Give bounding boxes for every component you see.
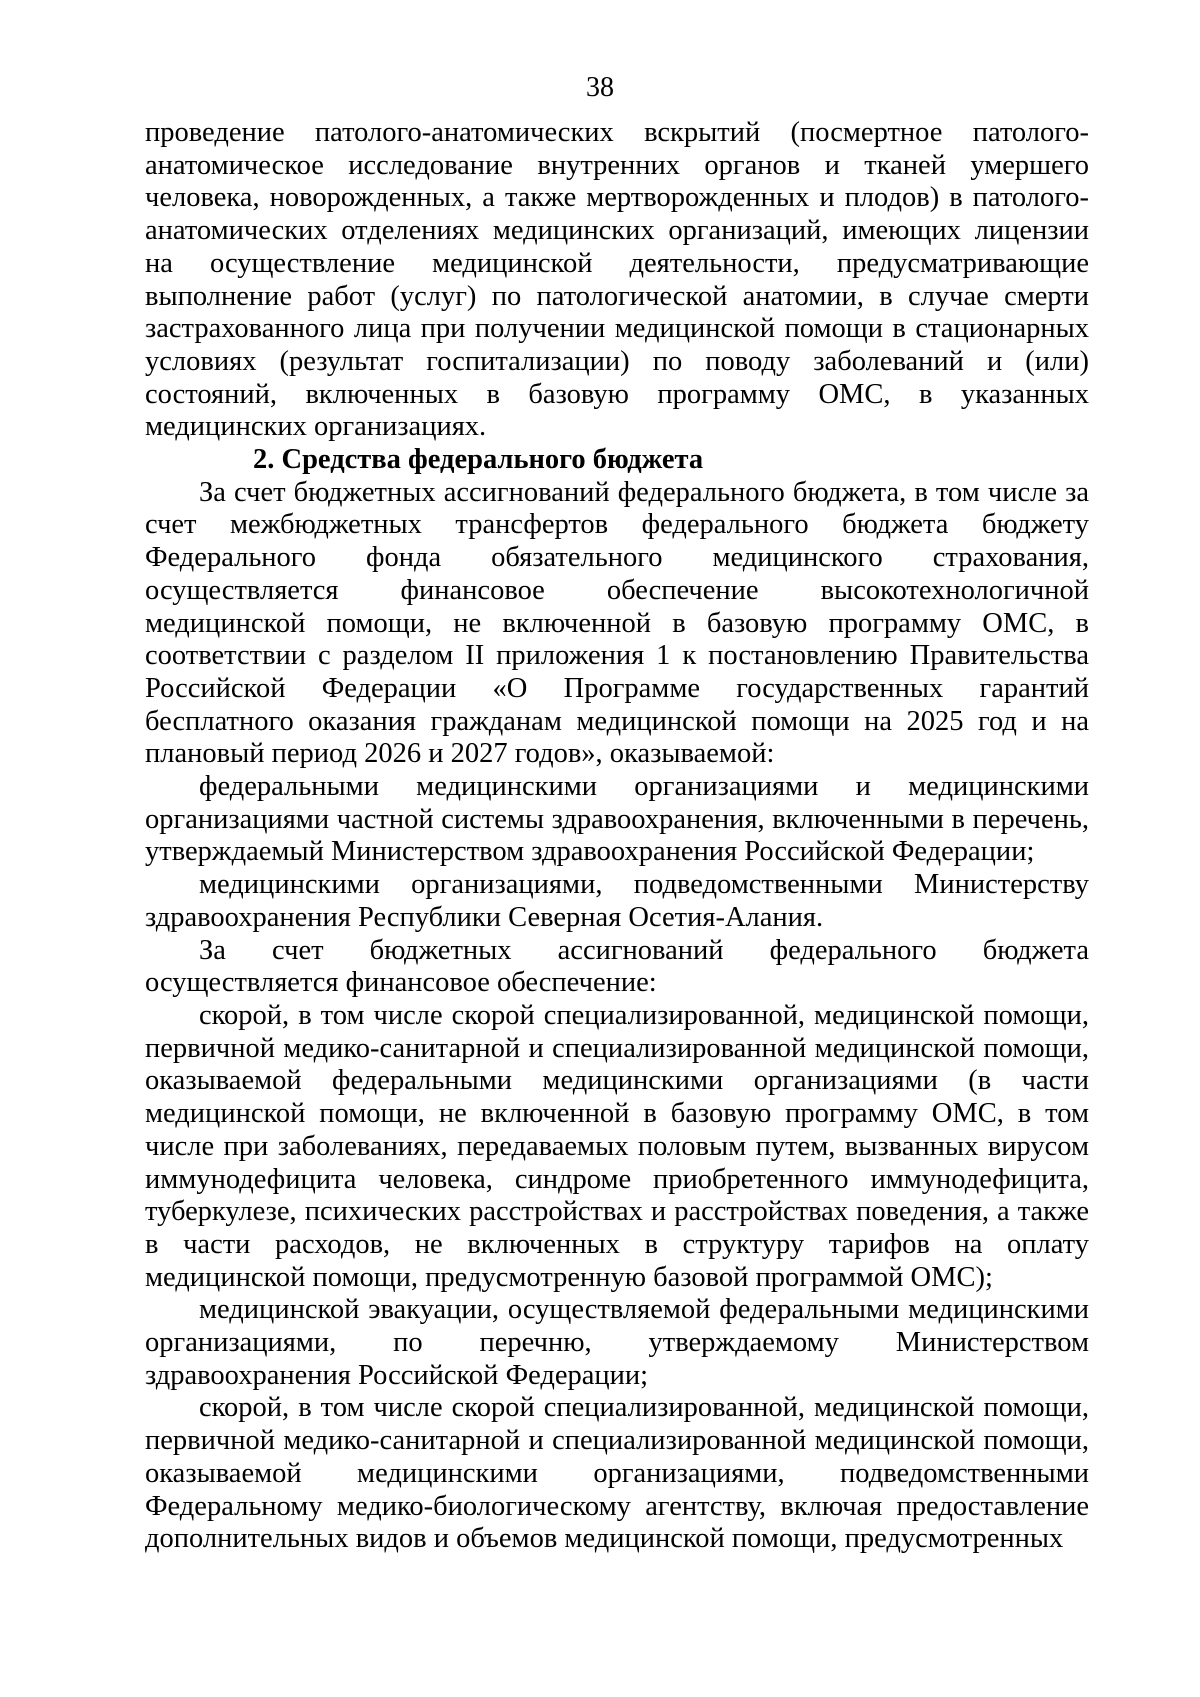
paragraph-emergency-care: скорой, в том числе скорой специализированной, медицинской помощи, первичной медико-санитарной и специализированной медицинской помощи, оказываемой федеральными медицинскими организациями (в части медицинской помощи, не включенной в базовую программу ОМС, в том числе при заболеваниях, передаваемых половым путем, вызванных вирусом иммунодефицита человека, синдроме приобретенного иммунодефицита, туберкулезе, психических расстройствах и расстройствах поведения, а также в части расходов, не включенных в структуру тарифов на оплату медицинской помощи, предусмотренную базовой программой ОМС); (145, 999, 1089, 1293)
paragraph-high-tech-care: За счет бюджетных ассигнований федерального бюджета, в том числе за счет межбюджетных трансфертов федерального бюджета бюджету Федерального фонда обязательного медицинского страхования, осуществляется финансовое обеспечение высокотехнологичной медицинской помощи, не включенной в базовую программу ОМС, в соответствии с разделом II приложения 1 к постановлению Правительства Российской Федерации «О Программе государственных гарантий бесплатного оказания гражданам медицинской помощи на 2025 год и на плановый период 2026 и 2027 годов», оказываемой: (145, 476, 1089, 770)
page-content (145, 117, 1089, 1556)
page-number: 38 (586, 72, 614, 103)
paragraph-autopsy-continuation: проведение патолого-анатомических вскрытий (посмертное патолого-анатомическое исследование внутренних органов и тканей умершего человека, новорожденных, а также мертворожденных и плодов) в патолого-анатомических отделениях медицинских организаций, имеющих лицензии на осуществление медицинской деятельности, предусматривающие выполнение работ (услуг) по патологической анатомии, в случае смерти застрахованного лица при получении медицинской помощи в стационарных условиях (результат госпитализации) по поводу заболеваний и (или) состояний, включенных в базовую программу ОМС, в указанных медицинских организациях. (145, 117, 1089, 443)
paragraph-medical-evacuation: медицинской эвакуации, осуществляемой федеральными медицинскими организациями, по перечню, утверждаемому Министерством здравоохранения Российской Федерации; (145, 1294, 1089, 1391)
paragraph-financing-intro: За счет бюджетных ассигнований федерального бюджета осуществляется финансовое обеспечение: (145, 934, 1089, 999)
paragraph-fmba-care: скорой, в том числе скорой специализированной, медицинской помощи, первичной медико-санитарной и специализированной медицинской помощи, оказываемой медицинскими организациями, подведомственными Федеральному медико-биологическому агентству, включая предоставление дополнительных видов и объемов медицинской помощи, предусмотренных (145, 1392, 1089, 1555)
paragraph-federal-organizations: федеральными медицинскими организациями и медицинскими организациями частной системы здравоохранения, включенными в перечень, утверждаемый Министерством здравоохранения Российской Федерации; (145, 771, 1089, 868)
section-heading: 2. Средства федерального бюджета (253, 444, 704, 476)
paragraph-north-ossetia-organizations: медицинскими организациями, подведомственными Министерству здравоохранения Республики Северная Осетия-Алания. (145, 869, 1089, 933)
